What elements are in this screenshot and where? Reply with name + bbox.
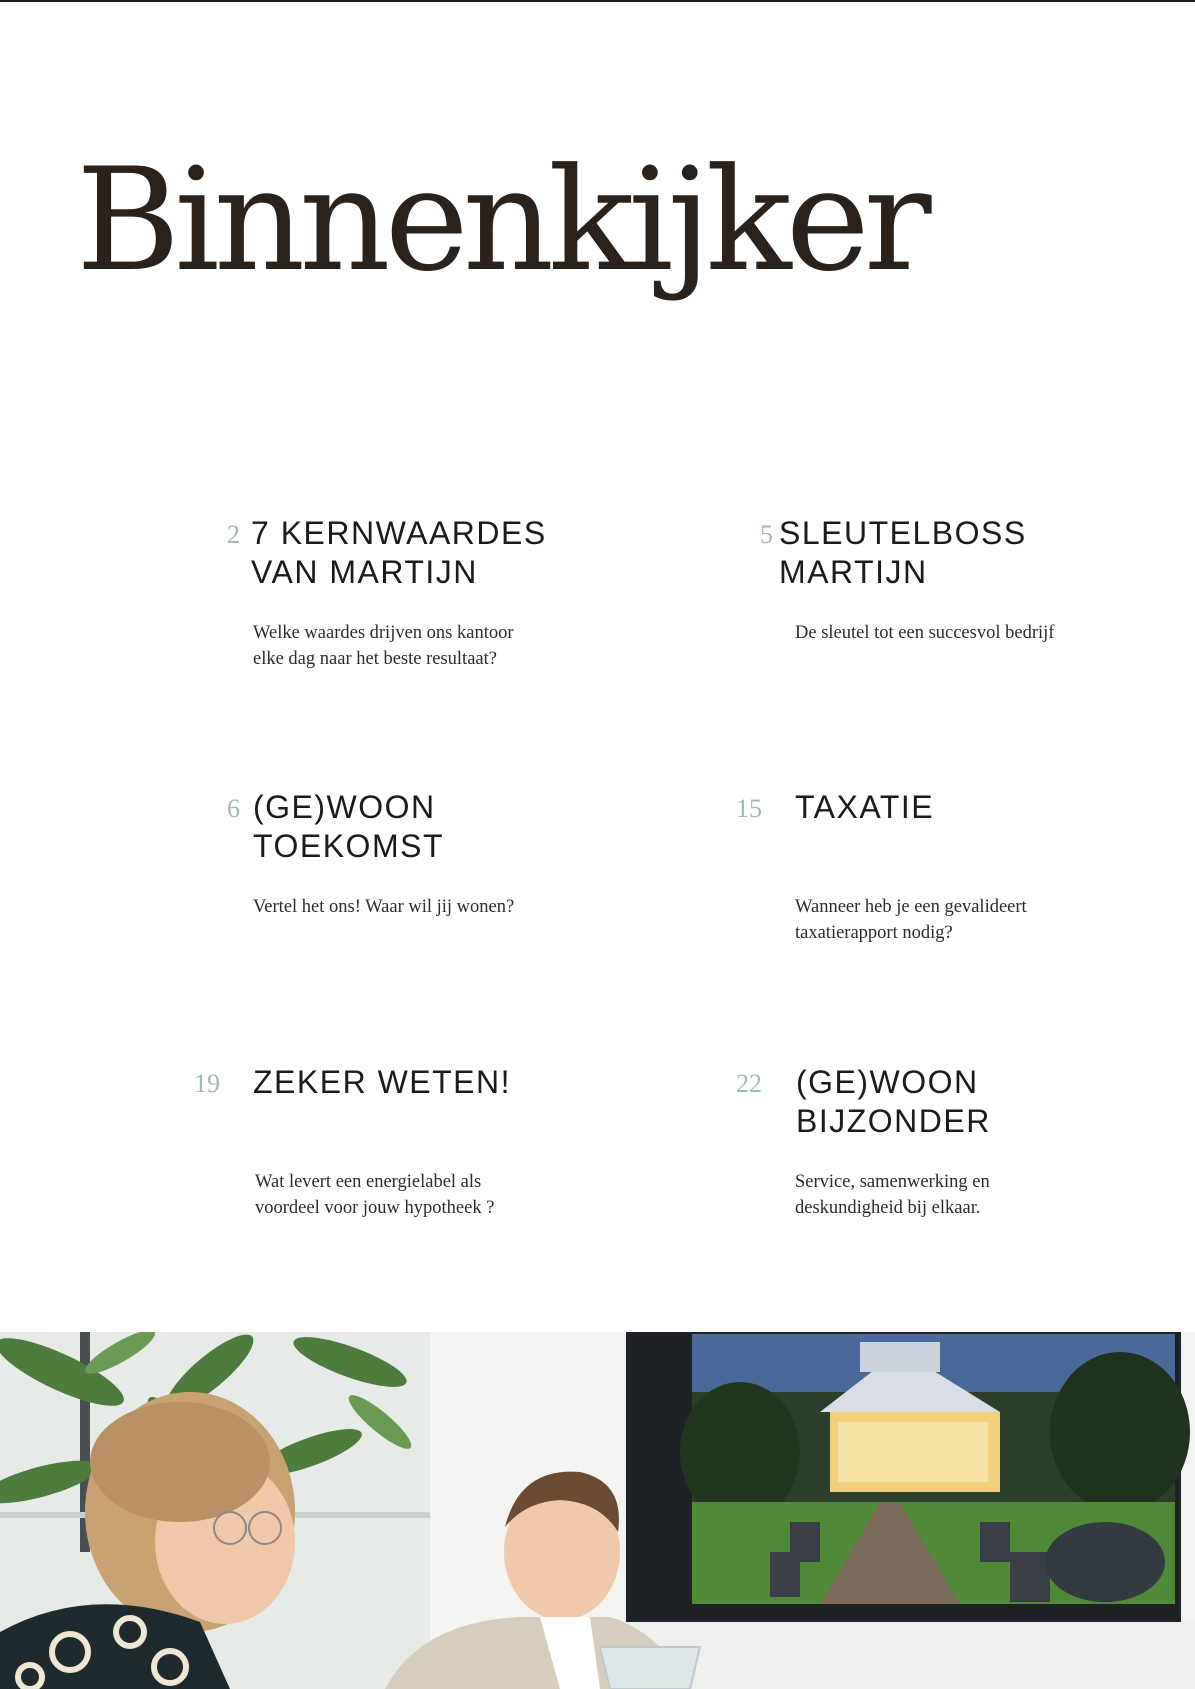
office-photo-illustration — [0, 1332, 1195, 1689]
toc-page-number: 19 — [194, 1069, 220, 1098]
top-rule — [0, 0, 1195, 2]
toc-heading: (GE)WOON BIJZONDER — [796, 1064, 991, 1139]
toc-page-number: 6 — [227, 794, 240, 823]
toc-heading: TAXATIE — [795, 789, 935, 825]
toc-description: Wat levert een energielabel als voordeel voor jouw hypotheek ? — [255, 1172, 495, 1218]
toc-description: De sleutel tot een succesvol bedrijf — [795, 623, 1055, 643]
toc-description: Wanneer heb je een gevalideert taxatierapport nodig? — [795, 897, 1027, 943]
office-photo — [0, 1332, 1195, 1689]
page-title: Binnenkijker — [76, 138, 926, 303]
toc-heading: 7 KERNWAARDES VAN MARTIJN — [251, 515, 547, 590]
toc-page-number: 22 — [736, 1069, 762, 1098]
toc-description: Vertel het ons! Waar wil jij wonen? — [253, 897, 515, 917]
toc-heading: SLEUTELBOSS MARTIJN — [779, 515, 1027, 590]
toc-heading: ZEKER WETEN! — [253, 1064, 512, 1100]
toc-page-number: 5 — [760, 520, 773, 549]
toc-heading: (GE)WOON TOEKOMST — [253, 789, 444, 864]
toc-description: Service, samenwerking en deskundigheid bij elkaar. — [795, 1172, 990, 1218]
toc-page-number: 2 — [227, 520, 240, 549]
toc-page-number: 15 — [736, 794, 762, 823]
toc-description: Welke waardes drijven ons kantoor elke dag naar het beste resultaat? — [253, 623, 514, 669]
